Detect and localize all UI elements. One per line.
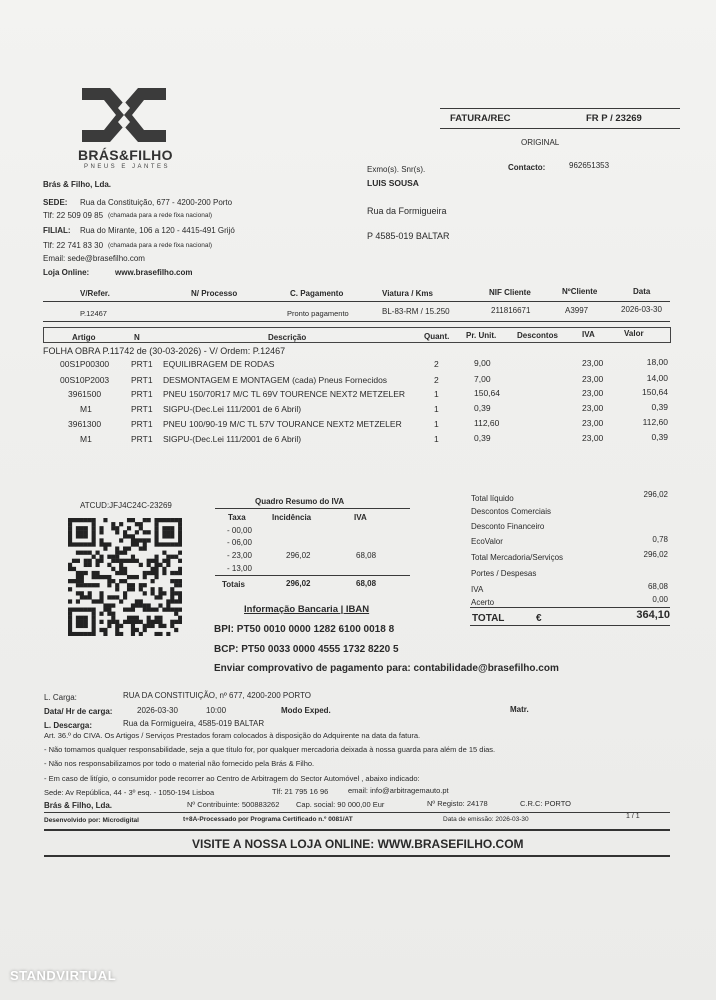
item-code: M1 <box>80 404 92 414</box>
contact-value: 962651353 <box>569 161 610 170</box>
vat-totals-iva: 68,08 <box>356 579 377 588</box>
filial-label: FILIAL: <box>43 226 71 235</box>
mercadoria-label: Total Mercadoria/Serviços <box>471 553 564 562</box>
vat-row-taxa: - 00,00 <box>227 526 252 535</box>
descontos-comerciais-label: Descontos Comerciais <box>471 507 552 516</box>
visit-top-rule <box>44 829 670 831</box>
vat-col-taxa: Taxa <box>228 513 246 522</box>
vat-title-rule <box>215 508 410 509</box>
vat-totals-label: Totais <box>222 580 245 589</box>
item-value: 14,00 <box>646 373 668 383</box>
total-liquido: 296,02 <box>643 490 668 499</box>
col-iva: IVA <box>582 330 595 339</box>
sede-label: SEDE: <box>43 198 68 207</box>
item-desc: PNEU 100/90-19 M/C TL 57V TOURANCE NEXT2 METZELER <box>163 419 402 429</box>
vat-totals-rule <box>215 575 410 576</box>
client-name: LUIS SOUSA <box>367 178 419 188</box>
legal-line: Art. 36.º do CIVA. Os Artigos / Serviços Prestados foram colocados à disposição do Adquirente na data da fatura. <box>44 731 421 740</box>
carga-value: RUA DA CONSTITUIÇÃO, nº 677, 4200-200 PORTO <box>123 691 312 700</box>
item-price: 9,00 <box>474 358 491 368</box>
item-code: 00S1P00300 <box>60 359 110 369</box>
vat-col-iva: IVA <box>354 513 367 522</box>
ref-vref: P.12467 <box>80 309 107 318</box>
client-salutation: Exmo(s). Snr(s). <box>367 165 426 174</box>
arbitration-email: email: info@arbitragemauto.pt <box>348 786 449 795</box>
item-desc: PNEU 150/70R17 M/C TL 69V TOURENCE NEXT2 METZELER <box>163 389 406 399</box>
client-city: P 4585-019 BALTAR <box>367 231 450 241</box>
col-preco: Pr. Unit. <box>466 331 497 340</box>
ref-col-vref: V/Refer. <box>80 289 110 298</box>
vat-summary-title: Quadro Resumo do IVA <box>255 497 345 506</box>
item-qty: 2 <box>434 359 439 369</box>
footer-registo: Nº Registo: 24178 <box>427 799 488 808</box>
ref-col-data: Data <box>633 287 651 296</box>
item-price: 7,00 <box>474 374 491 384</box>
store-label: Loja Online: <box>43 268 90 277</box>
item-n: PRT1 <box>131 359 153 369</box>
footer-rule <box>44 812 670 813</box>
footer-crc: C.R.C: PORTO <box>520 799 571 808</box>
company-name: Brás & Filho, Lda. <box>43 180 112 189</box>
brand-name: BRÁS&FILHO <box>78 147 173 163</box>
desconto-financeiro-label: Desconto Financeiro <box>471 522 545 531</box>
ecovalor-value: 0,78 <box>652 535 668 544</box>
item-n: PRT1 <box>131 375 153 385</box>
invoice-number: FR P / 23269 <box>586 113 642 124</box>
ref-col-ncliente: NºCliente <box>562 287 598 296</box>
item-code: 3961300 <box>68 419 102 429</box>
legal-line: - Em caso de litígio, o consumidor pode recorrer ao Centro de Arbitragem do Sector Automóvel , abaixo indicado: <box>44 774 420 783</box>
col-artigo: Artigo <box>72 333 96 342</box>
ref-col-processo: N/ Processo <box>191 289 238 298</box>
item-value: 0,39 <box>651 432 668 442</box>
ecovalor-label: EcoValor <box>471 537 503 546</box>
filial-address: Rua do Mirante, 106 a 120 - 4415-491 Grijó <box>80 226 235 235</box>
legal-line: - Não nos responsabilizamos por todo o material não fornecido pela Brás & Filho. <box>44 759 315 768</box>
item-value: 18,00 <box>646 357 668 367</box>
table-row <box>0 434 716 448</box>
visit-bottom-rule <box>44 855 670 857</box>
item-iva: 23,00 <box>582 403 604 413</box>
total-value: 364,10 <box>636 609 670 621</box>
filial-phone: Tlf: 22 741 83 30 <box>43 241 104 250</box>
legal-line: - Não tomamos qualquer responsabilidade, seja a que título for, por qualquer mercadoria deixada à nossa guarda para além de 15 dias. <box>44 745 496 754</box>
footer-certification: t+8A-Processado por Programa Certificado n.º 0081/AT <box>183 816 353 823</box>
item-qty: 1 <box>434 434 439 444</box>
footer-capital: Cap. social: 90 000,00 Eur <box>296 800 385 809</box>
footer-page: 1 / 1 <box>626 813 640 820</box>
table-row <box>0 404 716 418</box>
total-currency: € <box>536 613 542 624</box>
col-descricao: Descrição <box>268 333 307 342</box>
company-email: Email: sede@brasefilho.com <box>43 254 145 263</box>
item-code: M1 <box>80 434 92 444</box>
contact-label: Contacto: <box>508 163 546 172</box>
iban-bcp: BCP: PT50 0033 0000 4555 1732 8220 5 <box>214 644 399 655</box>
iva-total-label: IVA <box>471 585 484 594</box>
carga-date-label: Data/ Hr de carga: <box>44 707 113 716</box>
modo-exped-label: Modo Exped. <box>281 706 331 715</box>
payment-proof-note: Enviar comprovativo de pagamento para: contabilidade@brasefilho.com <box>214 663 559 674</box>
item-desc: SIGPU-(Dec.Lei 111/2001 de 6 Abril) <box>163 404 302 414</box>
iban-bpi: BPI: PT50 0010 0000 1282 6100 0018 8 <box>214 624 395 635</box>
total-top-rule <box>470 607 670 608</box>
brasfilho-logo-icon <box>80 86 168 144</box>
ref-pagamento: Pronto pagamento <box>287 309 349 318</box>
item-n: PRT1 <box>131 419 153 429</box>
qr-code-icon <box>68 518 182 636</box>
atcud-code: ATCUD:JFJ4C24C-23269 <box>80 501 172 510</box>
footer-emission-date: Data de emissão: 2026-03-30 <box>443 816 529 823</box>
carga-label: L. Carga: <box>44 693 77 702</box>
item-price: 0,39 <box>474 403 491 413</box>
item-desc: DESMONTAGEM E MONTAGEM (cada) Pneus Fornecidos <box>163 375 388 385</box>
brand-tagline: PNEUS E JANTES <box>84 164 171 170</box>
total-bottom-rule <box>470 625 670 626</box>
bank-info-title: Informação Bancaria | IBAN <box>244 604 370 615</box>
ref-col-viatura: Viatura / Kms <box>382 289 433 298</box>
ref-header-rule <box>43 301 670 302</box>
iva-total-value: 68,08 <box>647 582 668 591</box>
table-row <box>0 419 716 433</box>
item-value: 112,60 <box>642 417 668 427</box>
item-iva: 23,00 <box>582 374 604 384</box>
invoice-copy: ORIGINAL <box>521 138 560 147</box>
ref-data: 2026-03-30 <box>621 305 662 314</box>
header-rule <box>440 108 680 109</box>
item-qty: 1 <box>434 419 439 429</box>
filial-phone-note: (chamada para a rede fixa nacional) <box>108 242 213 249</box>
item-code: 3961500 <box>68 389 102 399</box>
arbitration-address: Sede: Av República, 44 - 3º esq. - 1050-194 Lisboa <box>44 788 215 797</box>
sede-phone: Tlf: 22 509 09 85 <box>43 211 104 220</box>
ref-ncliente: A3997 <box>565 306 589 315</box>
item-iva: 23,00 <box>582 418 604 428</box>
portes-label: Portes / Despesas <box>471 569 537 578</box>
header-rule-bottom <box>440 128 680 129</box>
vat-row-incidencia: 296,02 <box>286 551 311 560</box>
item-iva: 23,00 <box>582 388 604 398</box>
vat-totals-incidencia: 296,02 <box>286 579 311 588</box>
item-price: 150,64 <box>474 388 500 398</box>
vat-row-taxa: - 13,00 <box>227 564 252 573</box>
visit-store-banner: VISITE A NOSSA LOJA ONLINE: WWW.BRASEFILHO.COM <box>192 837 524 851</box>
table-row <box>0 359 716 373</box>
descarga-label: L. Descarga: <box>44 721 93 730</box>
vat-row-iva: 68,08 <box>356 551 377 560</box>
ref-col-nif: NIF Cliente <box>489 288 531 297</box>
ref-viatura: BL-83-RM / 15.250 <box>382 307 450 316</box>
item-n: PRT1 <box>131 389 153 399</box>
vat-row-taxa: - 06,00 <box>227 538 252 547</box>
carga-date: 2026-03-30 <box>137 706 178 715</box>
carga-hora: 10:00 <box>206 706 227 715</box>
acerto-value: 0,00 <box>652 595 668 604</box>
client-street: Rua da Formigueira <box>367 206 447 216</box>
ref-nif: 211816671 <box>491 306 531 315</box>
item-n: PRT1 <box>131 434 153 444</box>
vat-col-incidencia: Incidência <box>272 513 312 522</box>
item-price: 0,39 <box>474 433 491 443</box>
item-value: 0,39 <box>651 402 668 412</box>
standvirtual-watermark: STANDVIRTUAL <box>10 968 117 983</box>
table-row <box>0 375 716 389</box>
col-valor: Valor <box>624 329 644 338</box>
acerto-label: Acerto <box>471 598 495 607</box>
item-value: 150,64 <box>642 387 668 397</box>
item-desc: SIGPU-(Dec.Lei 111/2001 de 6 Abril) <box>163 434 302 444</box>
item-n: PRT1 <box>131 404 153 414</box>
invoice-type: FATURA/REC <box>450 113 511 124</box>
sede-phone-note: (chamada para a rede fixa nacional) <box>108 212 213 219</box>
footer-contribuinte: Nº Contribuinte: 500883262 <box>187 800 280 809</box>
item-desc: EQUILIBRAGEM DE RODAS <box>163 359 275 369</box>
ref-col-pagamento: C. Pagamento <box>290 289 344 298</box>
footer-developer: Desenvolvido por: Microdigital <box>44 817 139 824</box>
total-label: TOTAL <box>472 613 505 624</box>
item-qty: 1 <box>434 404 439 414</box>
item-iva: 23,00 <box>582 358 604 368</box>
table-row <box>0 389 716 403</box>
sede-address: Rua da Constituição, 677 - 4200-200 Porto <box>80 198 233 207</box>
col-descontos: Descontos <box>517 331 558 340</box>
vat-row-taxa: - 23,00 <box>227 551 252 560</box>
total-liquido-label: Total líquido <box>471 494 514 503</box>
store-url: www.brasefilho.com <box>115 268 193 277</box>
item-iva: 23,00 <box>582 433 604 443</box>
footer-company: Brás & Filho, Lda. <box>44 801 113 810</box>
col-quant: Quant. <box>424 332 450 341</box>
ref-bottom-rule <box>43 321 670 322</box>
item-qty: 1 <box>434 389 439 399</box>
item-price: 112,60 <box>474 418 500 428</box>
work-order-line: FOLHA OBRA P.11742 de (30-03-2026) - V/ Ordem: P.12467 <box>43 346 286 356</box>
item-code: 00S10P2003 <box>60 375 110 385</box>
col-n: N <box>134 333 140 342</box>
item-qty: 2 <box>434 375 439 385</box>
matricula-label: Matr. <box>510 705 529 714</box>
descarga-value: Rua da Formigueira, 4585-019 BALTAR <box>123 719 265 728</box>
mercadoria-value: 296,02 <box>643 550 668 559</box>
arbitration-phone: Tlf: 21 795 16 96 <box>272 787 329 796</box>
